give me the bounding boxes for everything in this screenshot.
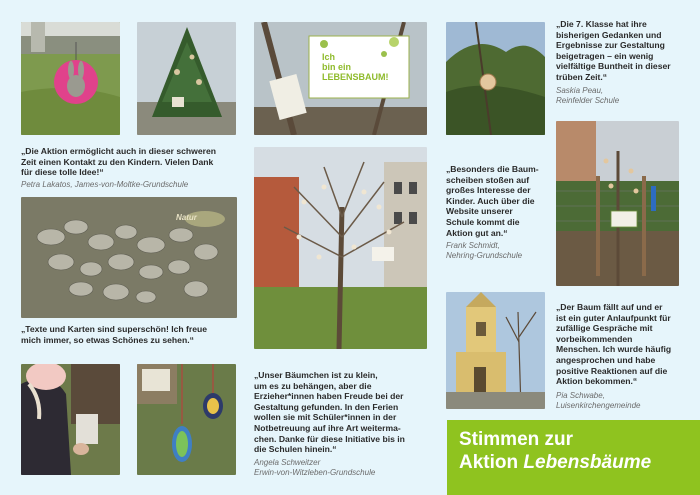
attribution-pia-schwabe	[556, 391, 641, 411]
attribution-saskia-peau	[556, 86, 619, 106]
quote-line: Aktion gut an.“	[446, 227, 508, 238]
quote-meeting-point	[556, 302, 696, 387]
attribution-school: Erwin-von-Witzleben-Grundschule	[254, 468, 376, 477]
quote-tree-discs	[446, 164, 556, 238]
sign-text	[322, 52, 402, 82]
attribution-angela-schweitzer	[254, 458, 375, 478]
quote-line: „Besonders die Baum-	[446, 164, 539, 174]
quote-line: „Die Aktion ermöglicht auch in dieser schweren	[21, 146, 216, 156]
stone-label: Natur	[176, 213, 197, 222]
photo-hanging-discs	[137, 364, 236, 475]
quote-line: die Schulen hinein.“	[254, 444, 337, 455]
quote-line: bisherigen Gedanken und	[556, 29, 662, 40]
attribution-school: Luisenkirchengemeinde	[556, 401, 641, 410]
quote-line: Kinder. Auch über die	[446, 195, 535, 206]
headline-italic: Lebensbäume	[523, 452, 652, 473]
quote-7th-grade	[556, 19, 696, 83]
quote-line: „Texte und Karten sind superschön! Ich freue	[21, 324, 208, 334]
quote-line: scheiben stoßen auf	[446, 174, 530, 185]
attribution-school: Reinfelder Schule	[556, 96, 620, 105]
quote-line: „Unser Bäumchen ist zu klein,	[254, 370, 378, 380]
quote-line: trüben Zeit.“	[556, 71, 608, 82]
photo-tree-at-fence	[556, 121, 679, 286]
quote-line: großes Interesse der	[446, 185, 531, 196]
photo-child	[21, 364, 120, 475]
photo-conifer-tree	[137, 22, 236, 135]
sign-line-2: bin ein	[322, 62, 351, 72]
quote-line: positive Reaktionen auf die	[556, 365, 668, 376]
attribution-author: Saskia Peau,	[556, 86, 604, 95]
headline-line-2	[459, 451, 700, 474]
quote-line: zufällige Gespräche mit	[556, 323, 653, 334]
quote-line: „Die 7. Klasse hat ihre	[556, 19, 647, 29]
attribution-school: Nehring-Grundschule	[446, 251, 523, 260]
quote-line: Ergebnisse zur Gestaltung	[556, 40, 665, 51]
sign-line-3: LEBENSBAUM!	[322, 72, 389, 82]
quote-line: um es zu behängen, aber die	[254, 380, 372, 391]
quote-line: Menschen. Ich wurde häufig	[556, 344, 672, 355]
quote-line: „Der Baum fällt auf und er	[556, 302, 663, 312]
quote-small-tree	[254, 370, 434, 455]
headline-box	[447, 420, 700, 495]
photo-rabbit-disc	[21, 22, 120, 135]
quote-texts-cards	[21, 324, 251, 345]
photo-decorated-tree	[254, 147, 427, 349]
headline-plain: Aktion	[459, 452, 524, 473]
attribution-frank-schmidt	[446, 241, 522, 261]
quote-line: Aktion bekommen.“	[556, 376, 638, 387]
photo-wooden-disc-tree	[446, 22, 545, 135]
attribution-petra-lakatos	[21, 180, 188, 190]
quote-line: Notbetreuung auf ihre Art weiterma-	[254, 422, 401, 433]
attribution-author: Angela Schweitzer	[254, 458, 321, 467]
attribution-author: Petra Lakatos, James-von-Moltke-Grundschule	[21, 180, 189, 189]
quote-line: Gestaltung gefunden. In den Ferien	[254, 401, 399, 412]
quote-line: für diese tolle Idee!“	[21, 167, 104, 178]
quote-line: Schule kommt die	[446, 216, 520, 227]
quote-line: ist ein guter Anlaufpunkt für	[556, 312, 671, 323]
quote-line: vorbeikommenden	[556, 333, 633, 344]
attribution-author: Frank Schmidt,	[446, 241, 500, 250]
quote-line: vielfältige Buntheit in dieser	[556, 61, 671, 72]
photo-church-tower	[446, 292, 545, 409]
quote-line: Zeit einen Kontakt zu den Kindern. Vielen Dank	[21, 156, 214, 167]
photo-painted-stones	[21, 197, 237, 318]
sign-line-1: Ich	[322, 52, 336, 62]
headline-line-1: Stimmen zur	[459, 429, 574, 450]
quote-line: wollen sie mit Schüler*innen in der	[254, 412, 397, 423]
quote-line: mich immer, so etwas Schönes zu sehen.“	[21, 334, 194, 345]
quote-line: angesprochen und habe	[556, 354, 656, 365]
quote-line: chen. Danke für diese Initiative bis in	[254, 433, 405, 444]
quote-line: Website unserer	[446, 206, 513, 217]
attribution-author: Pia Schwabe,	[556, 391, 605, 400]
quote-contact-children	[21, 146, 251, 178]
quote-line: Erzieher*innen haben Freude bei der	[254, 391, 404, 402]
quote-line: beigetragen – ein wenig	[556, 50, 654, 61]
